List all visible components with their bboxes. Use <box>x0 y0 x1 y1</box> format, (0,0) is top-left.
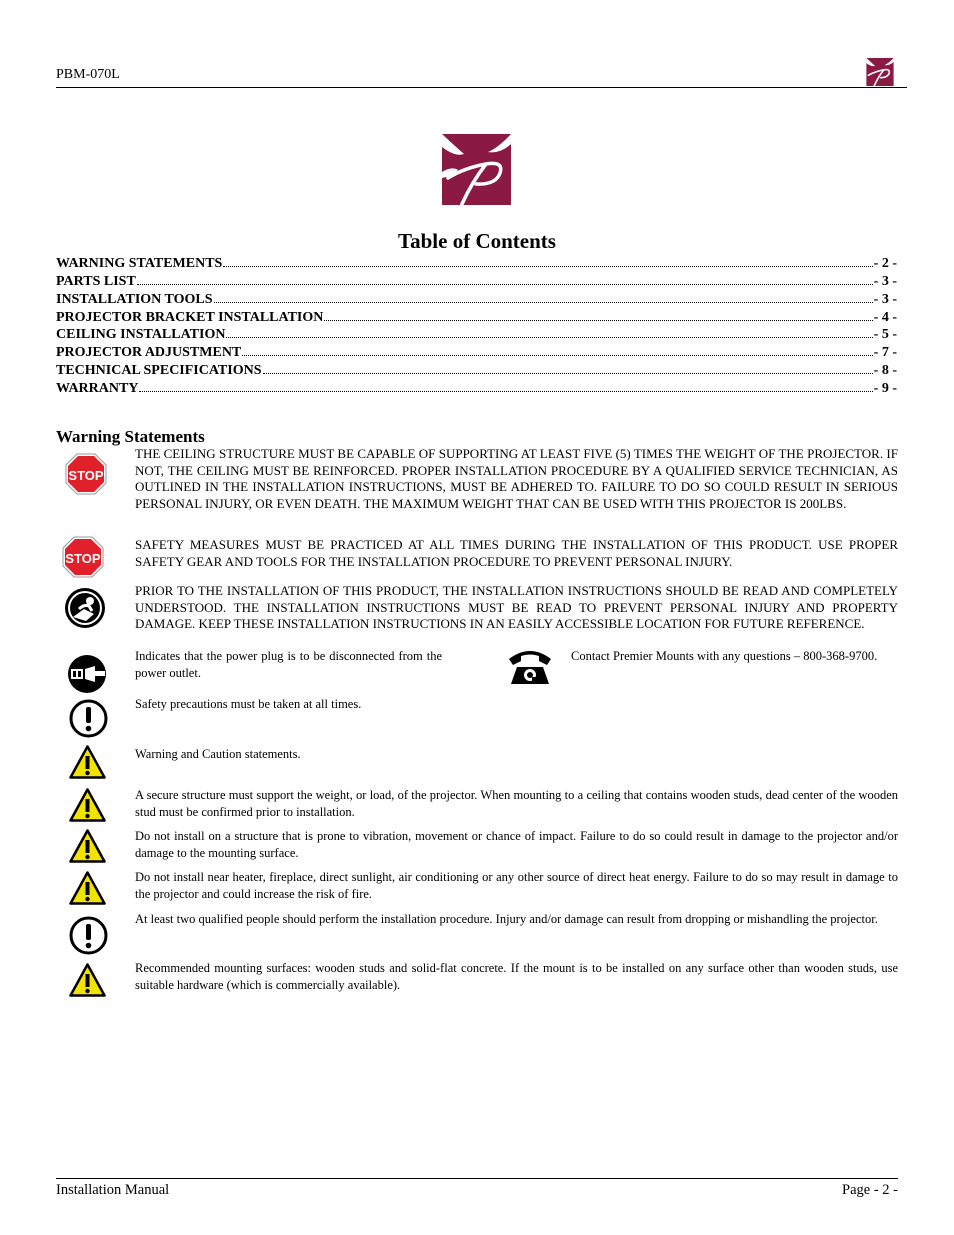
stop-sign-icon <box>65 453 107 495</box>
note-warning-caution: Warning and Caution statements. <box>135 747 301 761</box>
table-of-contents <box>56 255 897 398</box>
svg-text:STOP: STOP <box>68 468 104 483</box>
brand-logo-icon <box>442 134 511 205</box>
warning-vibration: Do not install on a structure that is prone to vibration, movement or chance of impact. Failure to do so could result in damage to the projector and/or damage to the mounting surface. <box>135 829 898 860</box>
warning-triangle-icon <box>69 871 106 905</box>
toc-entry-installation-tools[interactable]: INSTALLATION TOOLS - 3 - <box>56 291 897 307</box>
header-divider <box>56 87 907 88</box>
warning-triangle-icon <box>69 745 106 779</box>
footer-title: Installation Manual <box>56 1182 170 1198</box>
toc-entry-projector-bracket-installation[interactable]: PROJECTOR BRACKET INSTALLATION - 4 - <box>56 309 897 325</box>
note-contact: Contact Premier Mounts with any questions – 800-368-9700. <box>571 649 878 663</box>
warning-triangle-icon <box>69 829 106 863</box>
warning-mounting-surfaces: Recommended mounting surfaces: wooden studs and solid-flat concrete. If the mount is to be installed on any surface other than wooden studs, use suitable hardware (which is commercially available). <box>135 961 898 992</box>
toc-entry-ceiling-installation[interactable]: CEILING INSTALLATION - 5 - <box>56 327 897 343</box>
warning-stop-weight: THE CEILING STRUCTURE MUST BE CAPABLE OF SUPPORTING AT LEAST FIVE (5) TIMES THE WEIGHT OF THE PROJECTOR. IF NOT, THE CEILING MUST BE REINFORCED. PROPER INSTALLATION PROCEDURE BY A QUALIFIED SERVICE TECHNICIAN, AS OUTLINED IN THE INSTALLATION INSTRUCTIONS, MUST BE ADHERED TO. FAILURE TO DO SO COULD RESULT IN SERIOUS PERSONAL INJURY, OR EVEN DEATH. THE MAXIMUM WEIGHT THAT CAN BE USED WITH THIS PROJECTOR IS 200LBS. <box>135 446 898 511</box>
unplug-icon <box>67 654 107 694</box>
stop-sign-icon <box>62 536 104 578</box>
exclamation-icon <box>69 916 108 955</box>
warning-read-instructions: PRIOR TO THE INSTALLATION OF THIS PRODUCT, THE INSTALLATION INSTRUCTIONS SHOULD BE READ AND COMPLETELY UNDERSTOOD. THE INSTALLATION INSTRUCTIONS MUST BE READ TO PREVENT PERSONAL INJURY AND PROPERTY DAMAGE. KEEP THESE INSTALLATION INSTRUCTIONS IN AN EASILY ACCESSIBLE LOCATION FOR FUTURE REFERENCE. <box>135 583 898 631</box>
telephone-icon <box>507 647 553 685</box>
footer-divider <box>56 1178 898 1179</box>
svg-text:STOP: STOP <box>65 551 101 566</box>
warning-triangle-icon <box>69 788 106 822</box>
brand-logo-icon <box>864 58 896 86</box>
exclamation-icon <box>69 699 108 738</box>
warning-triangle-icon <box>69 963 106 997</box>
warning-two-people: At least two qualified people should perform the installation procedure. Injury and/or damage can result from dropping or mishandling the projector. <box>135 912 878 926</box>
warning-structure-load: A secure structure must support the weight, or load, of the projector. When mounting to a ceiling that contains wooden studs, dead center of the wooden stud must be confirmed prior to installation. <box>135 788 898 819</box>
warning-stop-safety: SAFETY MEASURES MUST BE PRACTICED AT ALL TIMES DURING THE INSTALLATION OF THIS PRODUCT. USE PROPER SAFETY GEAR AND TOOLS FOR THE INSTALLATION PROCEDURE TO PREVENT PERSONAL INJURY. <box>135 537 898 569</box>
note-safety-precautions: Safety precautions must be taken at all times. <box>135 697 362 711</box>
read-manual-icon <box>64 587 106 629</box>
document-model: PBM-070L <box>56 67 120 82</box>
toc-entry-projector-adjustment[interactable]: PROJECTOR ADJUSTMENT - 7 - <box>56 345 897 361</box>
toc-entry-warning-statements[interactable]: WARNING STATEMENTS - 2 - <box>56 256 897 271</box>
page-number: Page - 2 - <box>842 1182 898 1198</box>
toc-title: Table of Contents <box>398 229 556 253</box>
warning-statements-heading: Warning Statements <box>56 427 205 446</box>
note-power-plug: Indicates that the power plug is to be disconnected from the power outlet. <box>135 649 442 680</box>
warning-heat-source: Do not install near heater, fireplace, direct sunlight, air conditioning or any other source of direct heat energy. Failure to do so may result in damage to the projector and could increase the risk of fire. <box>135 870 898 901</box>
toc-entry-technical-specifications[interactable]: TECHNICAL SPECIFICATIONS - 8 - <box>56 363 897 379</box>
toc-entry-warranty[interactable]: WARRANTY - 9 - <box>56 380 897 396</box>
toc-entry-parts-list[interactable]: PARTS LIST - 3 - <box>56 273 897 289</box>
